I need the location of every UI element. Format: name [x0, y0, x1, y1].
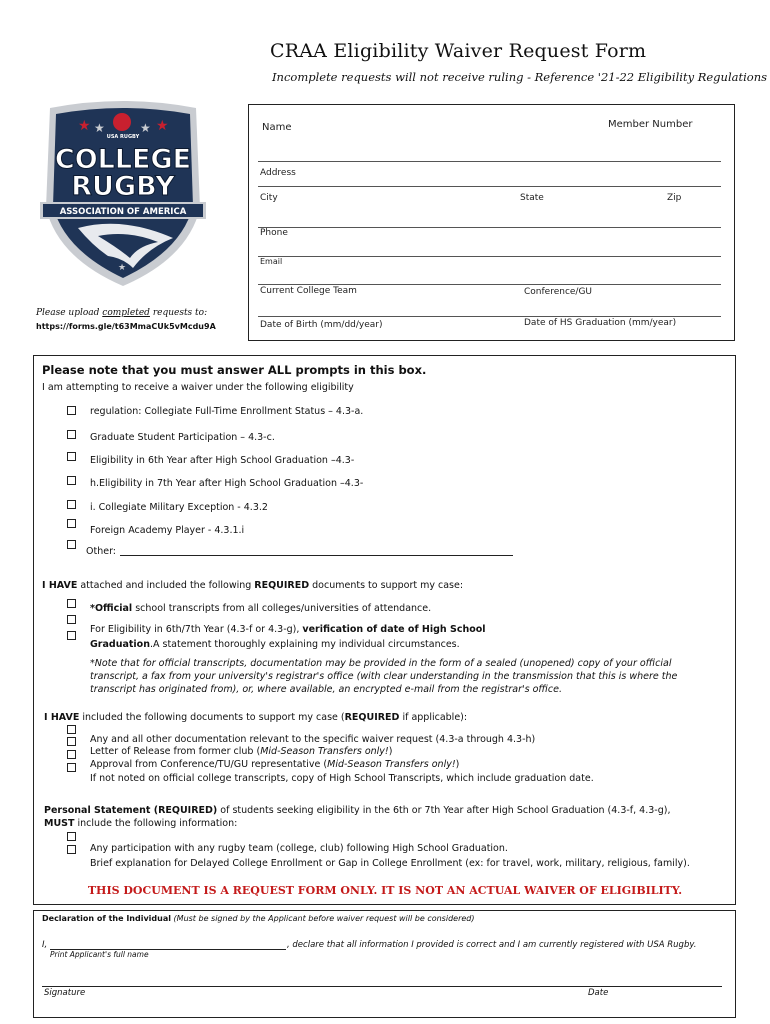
optional-item-1: Any and all other documentation relevant to the specific waiver request (4.3-a through 4.3-h) [90, 734, 536, 745]
email-field[interactable] [258, 284, 721, 285]
optional-item-2 [90, 746, 392, 757]
optional-checkbox-1[interactable] [67, 725, 76, 734]
svg-text:★: ★ [94, 121, 105, 135]
upload-underlined: completed [102, 308, 150, 318]
required-lead-bold: I HAVE [42, 580, 78, 591]
required-item1-rest: school transcripts from all colleges/universities of attendance. [132, 603, 432, 614]
required-item2-a: For Eligibility in 6th/7th Year (4.3-f or 4.3-g), [90, 624, 303, 635]
statement-item-1: Any participation with any rugby team (college, club) following High School Graduation. [90, 843, 508, 854]
optional-item3-italic: Mid-Season Transfers only! [327, 759, 456, 770]
upload-suffix: requests to: [149, 308, 208, 318]
craa-shield-icon [38, 98, 208, 288]
option-checkbox-4[interactable] [67, 476, 76, 485]
other-input[interactable] [120, 555, 513, 556]
required-lead-mid: attached and included the following [77, 580, 255, 591]
warning-text: THIS DOCUMENT IS A REQUEST FORM ONLY. IT IS NOT AN ACTUAL WAIVER OF ELIGIBILITY. [87, 884, 683, 897]
city-state-zip-field[interactable] [258, 227, 721, 228]
address-field[interactable] [258, 186, 721, 187]
optional-item2-close: ) [388, 746, 393, 757]
statement-must-rest: include the following information: [74, 818, 238, 829]
required-item1-bold: *Official [90, 603, 133, 614]
option-label-1: regulation: Collegiate Full-Time Enrollment Status – 4.3-a. [90, 406, 364, 417]
option-checkbox-3[interactable] [67, 452, 76, 461]
svg-text:★: ★ [118, 263, 127, 273]
option-checkbox-2[interactable] [67, 430, 76, 439]
statement-lead [44, 805, 670, 816]
logo-line1: COLLEGE [54, 144, 192, 175]
option-checkbox-6[interactable] [67, 519, 76, 528]
optional-item3-close: ) [455, 759, 460, 770]
option-label-6: Foreign Academy Player - 4.3.1.i [90, 525, 245, 536]
team-conference-field[interactable] [258, 316, 721, 317]
declaration-box [33, 910, 736, 1018]
required-checkbox-1[interactable] [67, 599, 76, 608]
form-title: CRAA Eligibility Waiver Request Form [270, 40, 647, 62]
craa-logo [38, 98, 208, 288]
declaration-title-row [42, 914, 474, 923]
prompts-intro: I am attempting to receive a waiver under the following eligibility [42, 382, 354, 393]
statement-must [44, 818, 237, 829]
signature-label: Signature [44, 988, 86, 998]
name-field[interactable] [258, 161, 721, 162]
optional-lead-end: if applicable): [399, 712, 468, 723]
required-item-2 [90, 622, 580, 652]
declaration-i-prefix: I, [42, 940, 48, 950]
phone-field[interactable] [258, 256, 721, 257]
statement-lead-bold: Personal Statement (REQUIRED) [44, 805, 218, 816]
college-team-label: Current College Team [260, 286, 357, 296]
statement-checkbox-1[interactable] [67, 832, 76, 841]
hs-grad-label: Date of HS Graduation (mm/year) [524, 318, 677, 328]
declaration-statement: , declare that all information I provided is correct and I am currently registered with USA Rugby. [287, 940, 697, 950]
signature-input[interactable] [42, 986, 722, 987]
required-checkbox-3[interactable] [67, 631, 76, 640]
svg-text:★: ★ [78, 118, 91, 134]
logo-top-text: USA RUGBY [106, 134, 140, 140]
statement-item-2: Brief explanation for Delayed College Enrollment or Gap in College Enrollment (ex: for travel, work, military, religious, family). [90, 858, 690, 869]
declaration-note: (Must be signed by the Applicant before waiver request will be considered) [173, 914, 475, 923]
optional-checkbox-3[interactable] [67, 750, 76, 759]
applicant-info-box [248, 104, 735, 341]
conference-label: Conference/GU [524, 287, 593, 297]
required-item2-rest: .A statement thoroughly explaining my individual circumstances. [149, 639, 460, 650]
city-label: City [260, 193, 278, 203]
option-checkbox-5[interactable] [67, 500, 76, 509]
optional-lead-mid: included the following documents to support my case ( [79, 712, 345, 723]
optional-checkbox-4[interactable] [67, 763, 76, 772]
required-docs-lead [42, 580, 463, 591]
optional-item-3 [90, 759, 459, 770]
zip-label: Zip [667, 193, 682, 203]
optional-item-4: If not noted on official college transcripts, copy of High School Transcripts, which include graduation date. [90, 773, 594, 784]
statement-checkbox-2[interactable] [67, 845, 76, 854]
required-checkbox-2[interactable] [67, 615, 76, 624]
upload-prefix: Please upload [36, 308, 103, 318]
option-label-4: h.Eligibility in 7th Year after High School Graduation –4.3- [90, 478, 364, 489]
phone-label: Phone [260, 228, 288, 238]
transcript-note: *Note that for official transcripts, documentation may be provided in the form of a sealed (unopened) copy of your official transcript, a fax from your university's registrar's office (with clear understanding in the transmission that this is where the transcript has originated from), or, where available, an encrypted e-mail from the registrar's office. [90, 658, 678, 695]
required-item2-bold2: Graduation [90, 639, 150, 650]
option-label-3: Eligibility in 6th Year after High School Graduation –4.3- [90, 455, 355, 466]
dob-label: Date of Birth (mm/dd/year) [260, 320, 383, 330]
date-label: Date [588, 988, 609, 998]
svg-text:★: ★ [156, 118, 169, 134]
declaration-title: Declaration of the Individual [42, 914, 171, 923]
print-name-label: Print Applicant's full name [50, 950, 149, 959]
optional-item2-italic: Mid-Season Transfers only! [260, 746, 389, 757]
statement-must-bold: MUST [44, 818, 75, 829]
optional-docs-lead [44, 712, 467, 723]
required-lead-bold2: REQUIRED [254, 580, 310, 591]
state-label: State [520, 193, 544, 203]
optional-lead-bold2: REQUIRED [344, 712, 400, 723]
upload-note [36, 308, 207, 318]
required-item2-bold: verification of date of High School [302, 624, 486, 635]
form-subtitle: Incomplete requests will not receive ruling - Reference '21-22 Eligibility Regulations [272, 70, 768, 84]
email-label: Email [260, 257, 283, 266]
required-item-1 [90, 603, 431, 614]
upload-url-link[interactable]: https://forms.gle/t63MmaCUk5vMcdu9A [36, 322, 216, 331]
prompts-heading: Please note that you must answer ALL prompts in this box. [42, 363, 427, 377]
option-checkbox-other[interactable] [67, 540, 76, 549]
optional-lead-bold: I HAVE [44, 712, 80, 723]
logo-line2: RUGBY [71, 171, 175, 202]
svg-text:★: ★ [140, 121, 151, 135]
statement-lead-rest: of students seeking eligibility in the 6th or 7th Year after High School Graduation (4.3-f, 4.3-g), [217, 805, 671, 816]
other-label: Other: [86, 546, 117, 557]
address-label: Address [260, 168, 296, 178]
logo-banner: ASSOCIATION OF AMERICA [59, 207, 187, 217]
name-label: Name [262, 122, 292, 133]
required-lead-end: documents to support my case: [309, 580, 464, 591]
member-number-label: Member Number [608, 119, 693, 130]
optional-item3-text: Approval from Conference/TU/GU representative ( [90, 759, 328, 770]
option-label-2: Graduate Student Participation – 4.3-c. [90, 432, 275, 443]
option-label-5: i. Collegiate Military Exception - 4.3.2 [90, 502, 268, 513]
optional-checkbox-2[interactable] [67, 737, 76, 746]
optional-item2-text: Letter of Release from former club ( [90, 746, 261, 757]
option-checkbox-1[interactable] [67, 406, 76, 415]
